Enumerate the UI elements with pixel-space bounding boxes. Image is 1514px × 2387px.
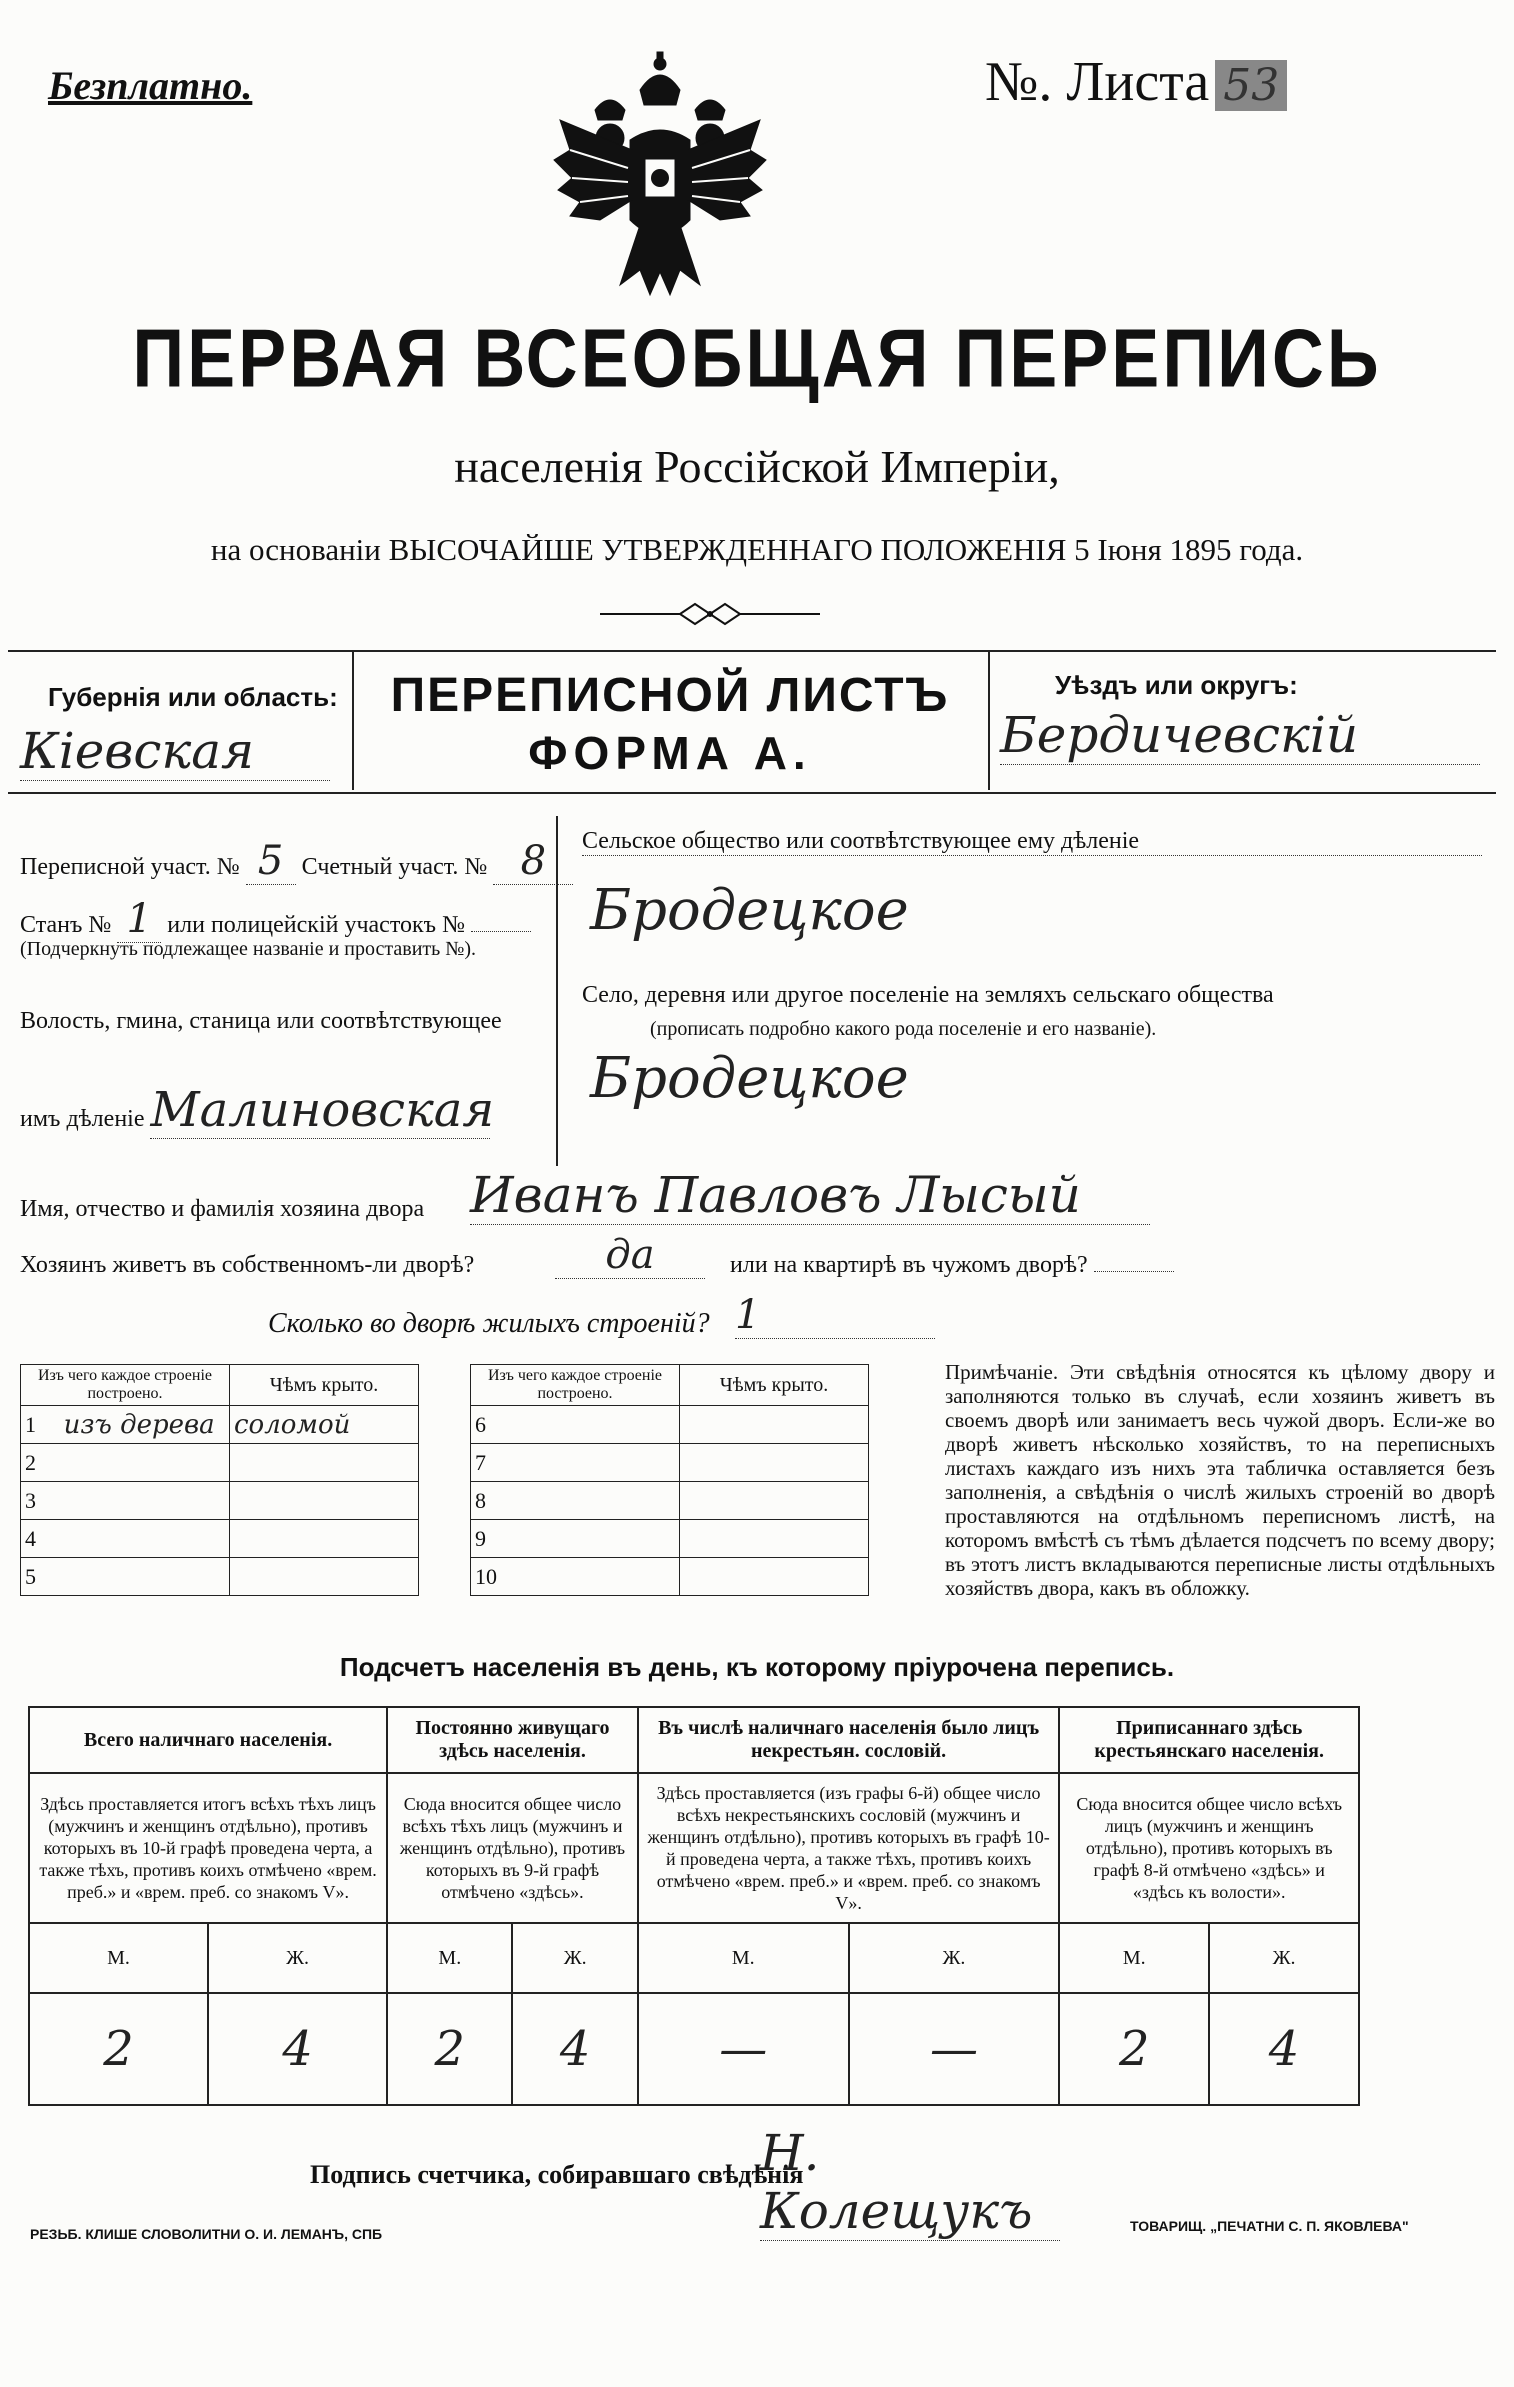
row-number: 6 xyxy=(471,1406,510,1444)
village-note: (прописать подробно какого рода поселеніе и его названіе). xyxy=(650,1018,1157,1040)
owns-field[interactable]: да xyxy=(555,1232,705,1279)
census-district-field[interactable]: 5 xyxy=(246,838,296,885)
table-row xyxy=(21,1482,419,1520)
volost-label: Волость, гмина, станица или соотвѣтствующее xyxy=(20,1008,502,1034)
total-female-field[interactable]: 4 xyxy=(208,1993,387,2105)
owner-label: Имя, отчество и фамилія хозяина двора xyxy=(20,1196,425,1222)
stan-field[interactable]: 1 xyxy=(117,896,161,943)
row-number: 9 xyxy=(471,1520,510,1558)
table-row xyxy=(21,1406,419,1444)
nonpeasant-male-field[interactable]: — xyxy=(638,1993,849,2105)
population-title: Подсчетъ населенія въ день, къ которому пріурочена перепись. xyxy=(339,1652,1175,1682)
table-row xyxy=(21,1444,419,1482)
roof-cell[interactable] xyxy=(230,1482,419,1520)
permanent-male-field[interactable]: 2 xyxy=(387,1993,512,2105)
table-row xyxy=(21,1520,419,1558)
row-number: 7 xyxy=(471,1444,510,1482)
row-number: 1 xyxy=(21,1406,60,1444)
row-number: 4 xyxy=(21,1520,60,1558)
page-title: ПЕРВАЯ ВСЕОБЩАЯ ПЕРЕПИСЬ xyxy=(132,313,1382,405)
uezd-label: Уѣздъ или округъ: xyxy=(1055,670,1298,700)
stan-note: (Подчеркнуть подлежащее названіе и проставить №). xyxy=(20,938,476,960)
free-label: Безплатно. xyxy=(48,63,253,108)
census-district-label: Переписной участ. № xyxy=(20,854,240,880)
male-label: М. xyxy=(638,1923,849,1993)
table-row xyxy=(471,1406,869,1444)
roof-cell[interactable] xyxy=(230,1558,419,1596)
row-number: 5 xyxy=(21,1558,60,1596)
col-nonpeasant-desc: Здѣсь проставляется (изъ графы 6-й) общее число всѣхъ некрестьянскихъ сословій (мужчинъ и женщинъ отдѣльно), противъ которыхъ въ графѣ 10-й проведена черта, а также тѣхъ, противъ коихъ отмѣчено «врем. преб.» и «врем. преб. со знакомъ V». xyxy=(638,1773,1060,1923)
col-roof-header: Чѣмъ крыто. xyxy=(230,1365,419,1406)
col-permanent-desc: Сюда вносится общее число всѣхъ тѣхъ лицъ (мужчинъ и женщинъ отдѣльно), противъ которыхъ въ 9-й графѣ отмѣчено «здѣсь». xyxy=(387,1773,638,1923)
col-material-header: Изъ чего каждое строеніе построено. xyxy=(21,1365,230,1406)
census-district-row xyxy=(20,838,573,885)
row-number: 2 xyxy=(21,1444,60,1482)
buildings-label: Сколько во дворѣ жилыхъ строеній? xyxy=(268,1308,710,1339)
female-label: Ж. xyxy=(1209,1923,1359,1993)
society-label: Сельское общество или соотвѣтствующее ему дѣленіе xyxy=(582,828,1482,856)
registered-male-field[interactable]: 2 xyxy=(1059,1993,1209,2105)
col-registered-desc: Сюда вносится общее число всѣхъ лицъ (мужчинъ и женщинъ отдѣльно), противъ которыхъ въ графѣ 8-й отмѣчено «здѣсь» и «здѣсь къ волости». xyxy=(1059,1773,1359,1923)
row-number: 3 xyxy=(21,1482,60,1520)
form-subtitle: ФОРМА А. xyxy=(528,727,812,779)
printer-credit-right: ТОВАРИЩ. „ПЕЧАТНИ С. П. ЯКОВЛЕВА" xyxy=(1130,2218,1409,2234)
col-material-header: Изъ чего каждое строеніе построено. xyxy=(471,1365,680,1406)
rent-field[interactable] xyxy=(1094,1271,1174,1272)
signature-field[interactable]: Н. Колещукъ xyxy=(760,2124,1060,2241)
roof-cell[interactable] xyxy=(680,1520,869,1558)
female-label: Ж. xyxy=(208,1923,387,1993)
nonpeasant-female-field[interactable]: — xyxy=(849,1993,1060,2105)
ornament-divider xyxy=(600,600,820,628)
village-field[interactable]: Бродецкое xyxy=(590,1046,909,1111)
legal-basis: на основаніи ВЫСОЧАЙШЕ УТВЕРЖДЕННАГО ПОЛОЖЕНІЯ 5 Іюня 1895 года. xyxy=(210,532,1304,567)
sheet-number-label: №. Листа xyxy=(985,51,1210,113)
col-total-header: Всего наличнаго населенія. xyxy=(29,1707,387,1773)
buildings-note: Примѣчаніе. Эти свѣдѣнія относятся къ цѣлому двору и заполняются только въ случаѣ, если хозяинъ живетъ въ своемъ дворѣ или занимаетъ весь чужой дворъ. Если-же во дворѣ живетъ нѣсколько хозяйствъ, то на переписныхъ листахъ каждаго изъ нихъ эта табличка оставляется безъ заполненія, а свѣдѣнія о числѣ жилыхъ строеній во дворѣ проставляются на отдѣльномъ переписномъ листѣ, на которомъ вмѣстѣ съ тѣмъ дѣлается подсчетъ по всему двору; въ этотъ листъ вкладываются переписные листы отдѣльныхъ хозяйствъ двора, какъ въ обложку. xyxy=(945,1360,1495,1600)
roof-cell[interactable] xyxy=(680,1482,869,1520)
male-label: М. xyxy=(29,1923,208,1993)
material-cell[interactable] xyxy=(60,1482,230,1520)
col-roof-header: Чѣмъ крыто. xyxy=(680,1365,869,1406)
material-cell[interactable] xyxy=(510,1482,680,1520)
col-total-desc: Здѣсь проставляется итогъ всѣхъ тѣхъ лицъ (мужчинъ и женщинъ отдѣльно), противъ которыхъ въ 10-й графѣ проведена черта, а также тѣхъ, противъ коихъ отмѣчено «врем. преб.» и «врем. преб. со знакомъ V». xyxy=(29,1773,387,1923)
count-district-label: Счетный участ. № xyxy=(301,854,488,880)
stan-label: Станъ № xyxy=(20,912,112,938)
police-label: или полицейскій участокъ № xyxy=(167,912,465,938)
sheet-number xyxy=(985,50,1287,114)
roof-cell[interactable] xyxy=(680,1444,869,1482)
col-registered-header: Приписаннаго здѣсь крестьянскаго населенія. xyxy=(1059,1707,1359,1773)
police-field[interactable] xyxy=(471,931,531,932)
sheet-number-value[interactable]: 53 xyxy=(1215,60,1287,111)
roof-cell[interactable] xyxy=(680,1406,869,1444)
table-row xyxy=(471,1520,869,1558)
registered-female-field[interactable]: 4 xyxy=(1209,1993,1359,2105)
material-cell[interactable] xyxy=(510,1406,680,1444)
roof-cell[interactable] xyxy=(680,1558,869,1596)
row-number: 10 xyxy=(471,1558,510,1596)
female-label: Ж. xyxy=(849,1923,1060,1993)
material-cell[interactable] xyxy=(60,1520,230,1558)
buildings-table-right xyxy=(470,1364,869,1596)
society-field[interactable]: Бродецкое xyxy=(590,878,909,943)
rent-row xyxy=(730,1252,1174,1279)
gubernia-field[interactable]: Кіевская xyxy=(20,722,330,781)
material-cell[interactable] xyxy=(60,1558,230,1596)
table-row xyxy=(471,1444,869,1482)
material-cell[interactable] xyxy=(60,1444,230,1482)
col-nonpeasant-header: Въ числѣ наличнаго населенія было лицъ некрестьян. сословій. xyxy=(638,1707,1060,1773)
buildings-field[interactable]: 1 xyxy=(735,1292,935,1339)
permanent-female-field[interactable]: 4 xyxy=(512,1993,637,2105)
buildings-table-left xyxy=(20,1364,419,1596)
table-row xyxy=(471,1482,869,1520)
signature-label: Подпись счетчика, собиравшаго свѣдѣнія xyxy=(310,2160,804,2189)
rent-label: или на квартирѣ въ чужомъ дворѣ? xyxy=(730,1252,1088,1278)
page-subtitle: населенія Россійской Имперіи, xyxy=(454,441,1060,492)
volost-field[interactable]: Малиновская xyxy=(150,1082,495,1138)
roof-cell[interactable] xyxy=(230,1444,419,1482)
printer-credit-left: РЕЗЬБ. КЛИШЕ СЛОВОЛИТНИ О. И. ЛЕМАНЪ, СПБ xyxy=(30,2226,383,2242)
gubernia-label: Губернія или область: xyxy=(48,682,338,712)
female-label: Ж. xyxy=(512,1923,637,1993)
stan-row xyxy=(20,896,531,943)
owns-label: Хозяинъ живетъ въ собственномъ-ли дворѣ? xyxy=(20,1252,475,1278)
material-cell[interactable] xyxy=(510,1444,680,1482)
table-row xyxy=(471,1558,869,1596)
double-headed-eagle-emblem xyxy=(540,50,780,300)
form-title: ПЕРЕПИСНОЙ ЛИСТЪ xyxy=(390,669,950,722)
village-label: Село, деревня или другое поселеніе на земляхъ сельскаго общества xyxy=(582,982,1274,1008)
col-permanent-header: Постоянно живущаго здѣсь населенія. xyxy=(387,1707,638,1773)
male-label: М. xyxy=(387,1923,512,1993)
male-label: М. xyxy=(1059,1923,1209,1993)
volost-row xyxy=(20,1082,495,1139)
row-number: 8 xyxy=(471,1482,510,1520)
volost-label-2: имъ дѣленіе xyxy=(20,1106,145,1132)
material-cell[interactable] xyxy=(510,1520,680,1558)
count-district-field[interactable]: 8 xyxy=(493,838,573,885)
roof-cell[interactable] xyxy=(230,1520,419,1558)
population-table xyxy=(28,1706,1360,2106)
owner-field[interactable]: Иванъ Павловъ Лысый xyxy=(470,1166,1150,1225)
roof-cell[interactable]: соломой xyxy=(230,1406,419,1444)
uezd-field[interactable]: Бердичевскій xyxy=(1000,706,1480,765)
material-cell[interactable] xyxy=(510,1558,680,1596)
material-cell[interactable]: изъ дерева xyxy=(60,1406,230,1444)
table-row xyxy=(21,1558,419,1596)
total-male-field[interactable]: 2 xyxy=(29,1993,208,2105)
